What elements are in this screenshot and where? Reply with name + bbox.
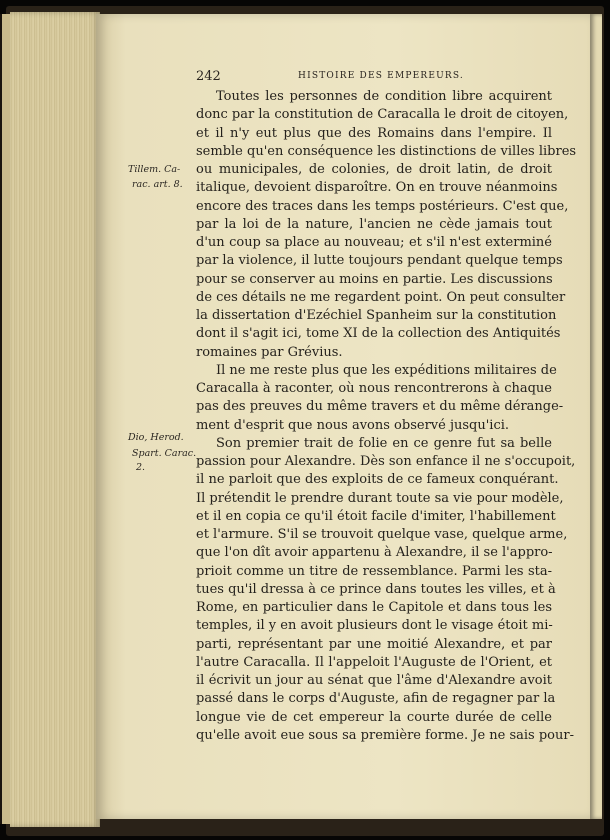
text-line: passé dans le corps d'Auguste, afin de regagner par la	[196, 691, 556, 707]
text-line: ment d'esprit que nous avons observé jusqu'ici.	[196, 417, 510, 433]
text-line: la dissertation d'Ezéchiel Spanheim sur la constitution	[196, 308, 557, 323]
book-gutter-shadow	[0, 14, 2, 824]
text-line: et l'armure. S'il se trouvoit quelque vase, quelque arme,	[196, 527, 568, 542]
text-line: Caracalla à raconter, où nous rencontrerons à chaque	[196, 381, 552, 396]
text-line: et il n'y eut plus que des Romains dans l'empire. Il	[196, 125, 552, 141]
text-line: il écrivit un jour au sénat que l'âme d'Alexandre avoit	[196, 673, 552, 688]
text-line: d'un coup sa place au nouveau; et s'il n'est exterminé	[196, 235, 552, 250]
text-line: l'autre Caracalla. Il l'appeloit l'Auguste de l'Orient, et	[196, 654, 552, 670]
text-line: italique, devoient disparoître. On en trouve néanmoins	[196, 180, 558, 196]
text-line: dont il s'agit ici, tome XI de la collection des Antiquités	[196, 326, 561, 342]
text-line: pour se conserver au moins en partie. Les discussions	[196, 271, 553, 287]
text-line: semble qu'en conséquence les distinctions de villes libres	[196, 143, 577, 159]
text-line: Rome, en particulier dans le Capitole et dans tous les	[196, 600, 552, 615]
text-line: Il prétendit le prendre durant toute sa vie pour modèle,	[196, 490, 564, 506]
text-line: passion pour Alexandre. Dès son enfance il ne s'occupoit,	[196, 454, 576, 469]
text-line: longue vie de cet empereur la courte durée de celle	[196, 709, 552, 725]
next-page-strip	[590, 14, 602, 819]
margin-note: Tillem. Ca-	[128, 164, 181, 175]
text-line: romaines par Grévius.	[196, 344, 343, 360]
text-line: qu'elle avoit eue sous sa première forme. Je ne sais pour-	[196, 727, 574, 743]
text-line: que l'on dît avoir appartenu à Alexandre, il se l'appro-	[196, 545, 553, 561]
text-line: Il ne me reste plus que les expéditions militaires de	[216, 362, 557, 378]
margin-note: rac. art. 8.	[132, 179, 183, 190]
margin-note: 2.	[136, 462, 146, 473]
text-line: pas des preuves du même travers et du même dérange-	[196, 399, 564, 415]
text-line: par la loi de la nature, l'ancien ne cède jamais tout	[196, 216, 552, 232]
text-line: encore des traces dans les temps postérieurs. C'est que,	[196, 198, 569, 214]
text-line: prioit comme un titre de ressemblance. Parmi les sta-	[196, 563, 552, 579]
page-header	[196, 69, 464, 83]
text-line: et il en copia ce qu'il étoit facile d'imiter, l'habillement	[196, 508, 556, 524]
text-line: temples, il y en avoit plusieurs dont le visage étoit mi-	[196, 618, 553, 634]
text-line: donc par la constitution de Caracalla le droit de citoyen,	[196, 107, 569, 123]
text-line: il ne parloit que des exploits de ce fameux conquérant.	[196, 472, 559, 488]
body-text	[196, 88, 577, 745]
margin-note: Spart. Carac.	[132, 448, 197, 459]
text-line: par la violence, il lutte toujours pendant quelque temps	[196, 253, 563, 269]
margin-note: Dio, Herod.	[128, 432, 184, 443]
text-line: de ces détails ne me regardent point. On peut consulter	[196, 289, 566, 305]
page-edges	[10, 12, 100, 827]
page-number: 242	[196, 69, 221, 84]
running-head: HISTOIRE DES EMPEREURS.	[298, 71, 464, 81]
text-line: Son premier trait de folie en ce genre fut sa belle	[216, 435, 552, 451]
text-line: Toutes les personnes de condition libre acquirent	[216, 89, 552, 104]
text-line: parti, représentant par une moitié Alexandre, et par	[196, 636, 552, 652]
text-line: ou municipales, de colonies, de droit latin, de droit	[196, 162, 552, 177]
text-line: tues qu'il dressa à ce prince dans toutes les villes, et à	[196, 581, 556, 597]
